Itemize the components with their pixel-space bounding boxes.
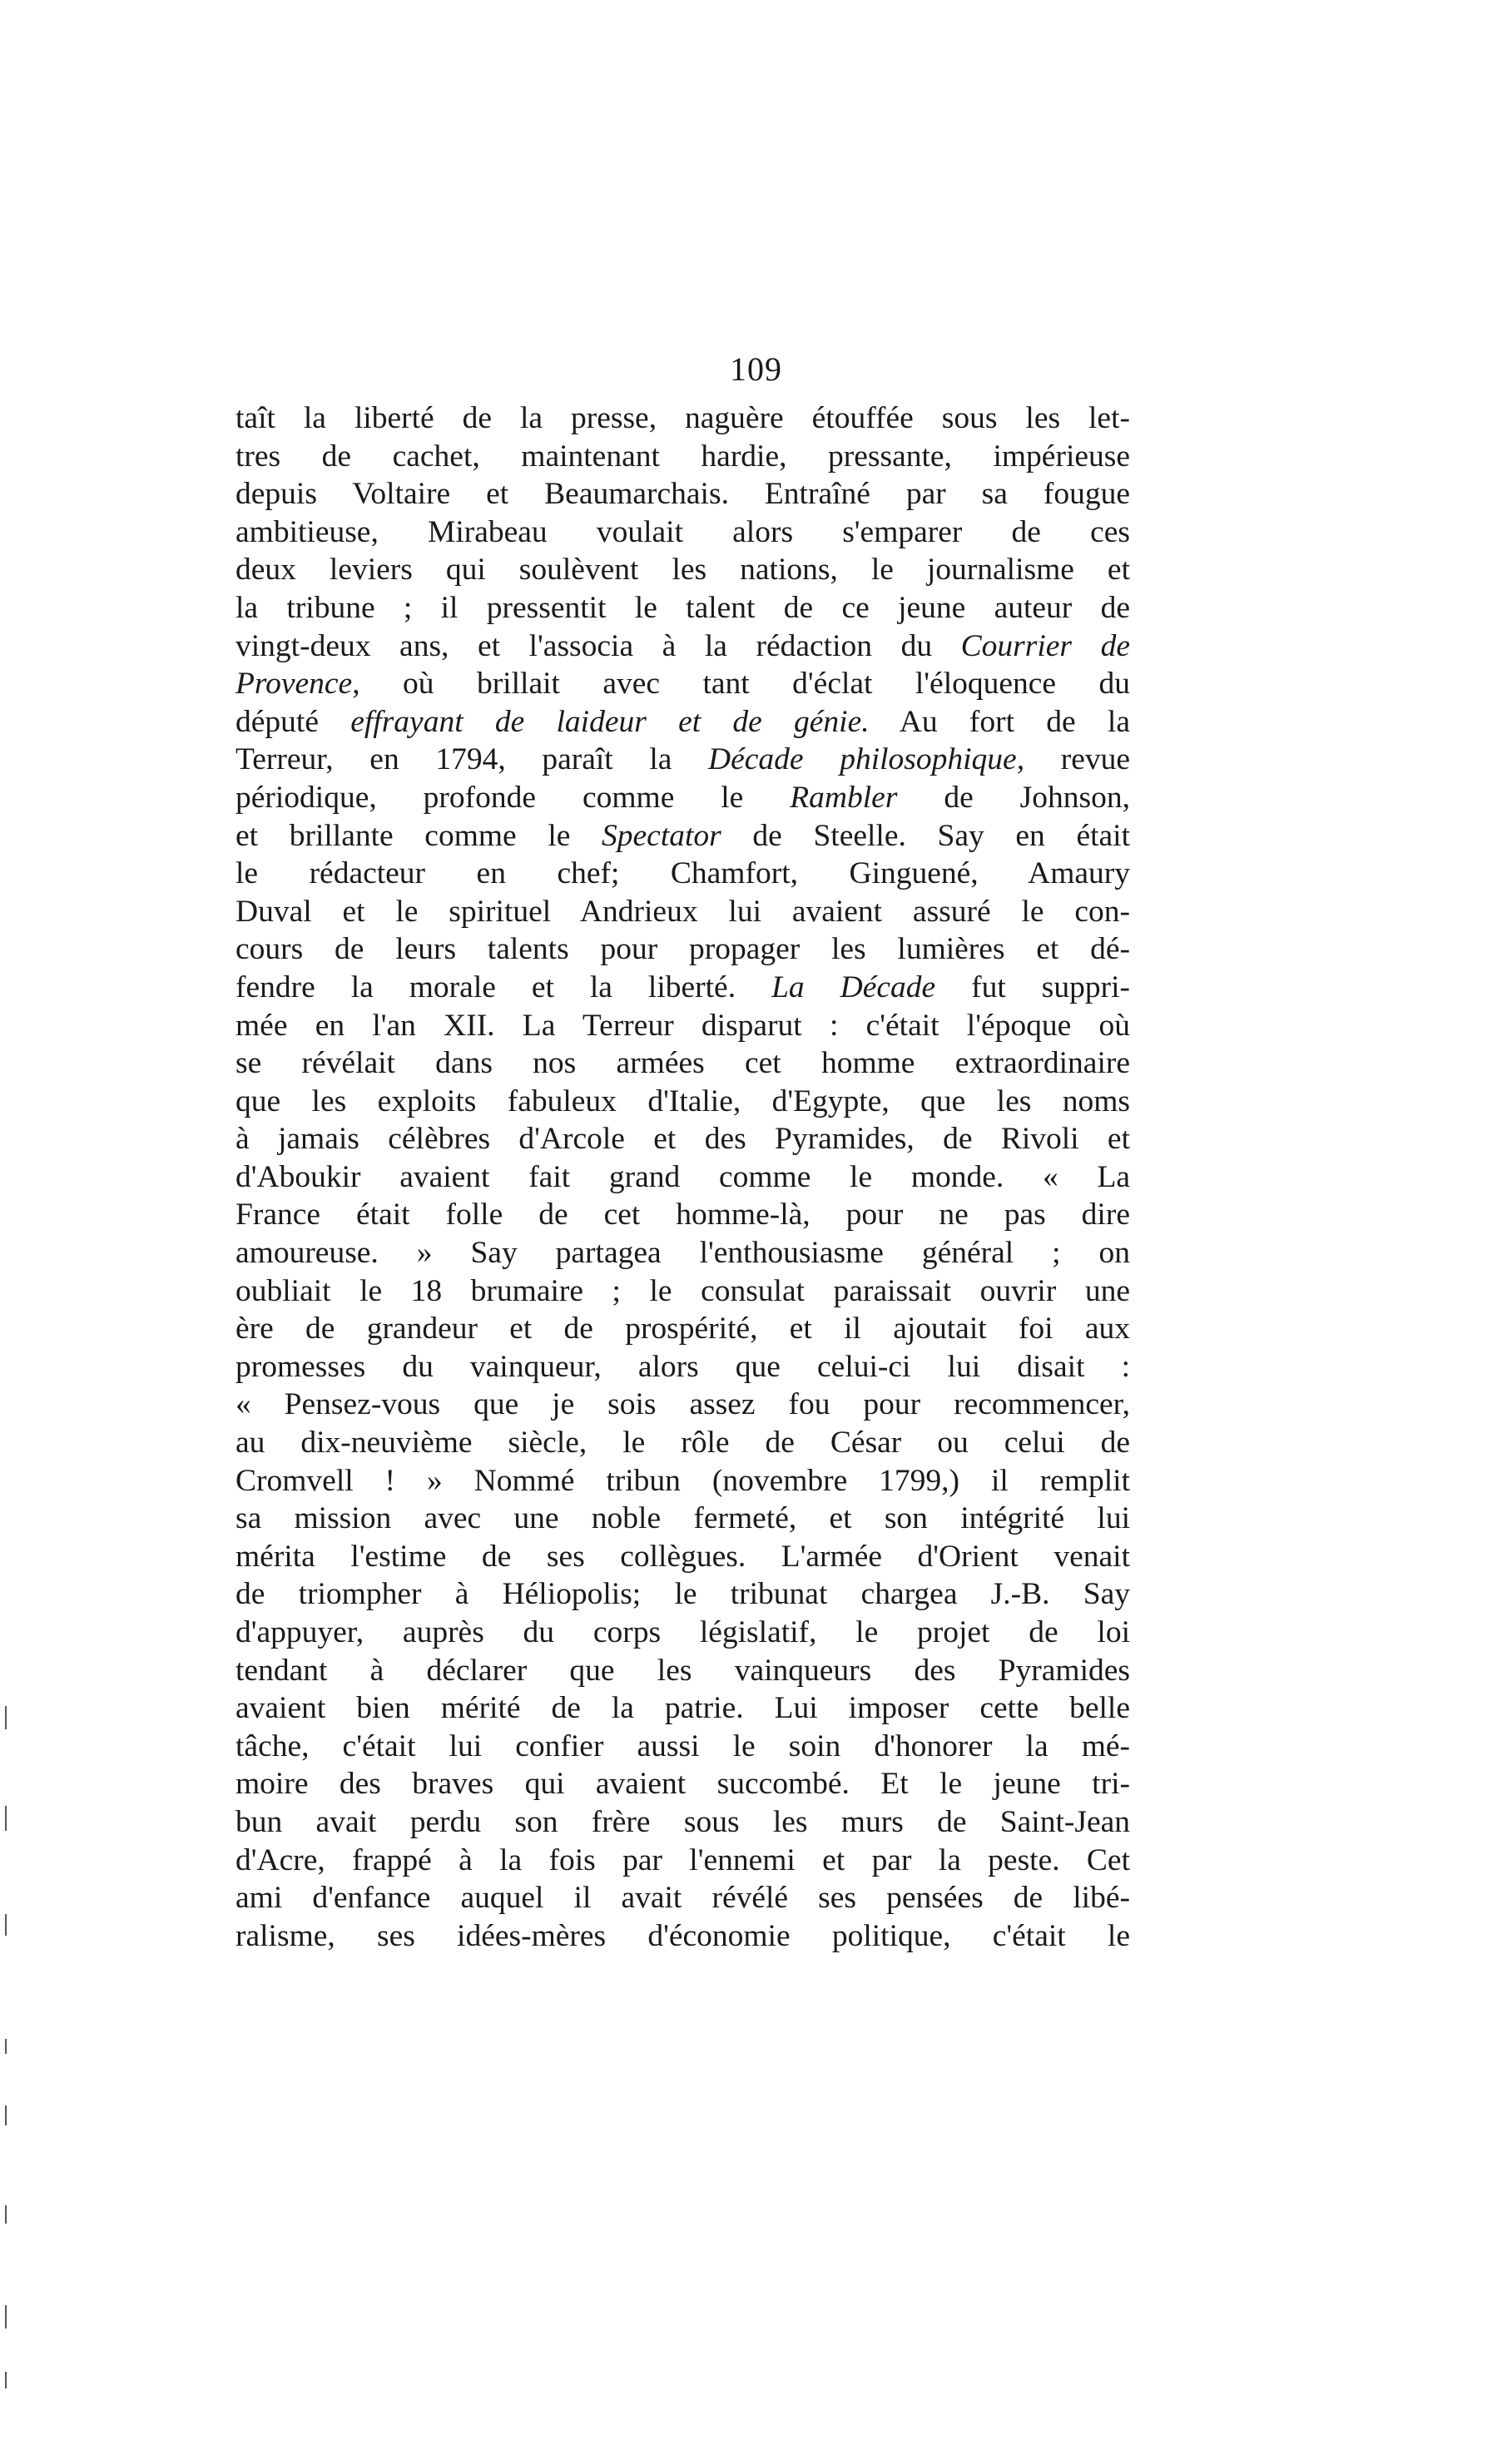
text-line [235, 589, 1130, 627]
text-line [235, 475, 1130, 513]
scan-mark [5, 2372, 7, 2388]
text-run: amoureuse. » Say partagea l'enthousiasme général ; on [235, 1236, 1130, 1271]
text-line [235, 779, 1130, 817]
text-run: Au fort de la [869, 704, 1130, 739]
text-line [235, 930, 1130, 969]
text-line [235, 627, 1130, 666]
text-line [235, 969, 1130, 1007]
italic-text: Rambler [790, 780, 898, 815]
text-run: revue [1024, 742, 1130, 777]
italic-text: Spectator [602, 818, 721, 853]
scan-mark [5, 1806, 7, 1831]
text-run: deux leviers qui soulèvent les nations, le journalisme et [235, 553, 1130, 588]
text-line [235, 1538, 1130, 1576]
text-run: , où brillait avec tant d'éclat l'éloquence du [352, 667, 1130, 702]
text-line [235, 1386, 1130, 1424]
scan-margin-marks [5, 1706, 10, 2422]
scan-mark [5, 1706, 7, 1729]
text-run: tâche, c'était lui confier aussi le soin d'honorer la mé- [235, 1728, 1130, 1763]
text-line [235, 1234, 1130, 1272]
text-run: à jamais célèbres d'Arcole et des Pyramides, de Rivoli et [235, 1122, 1130, 1157]
text-line [235, 1842, 1130, 1880]
text-run: mée en l'an XII. La Terreur disparut : c'était l'époque où [235, 1008, 1130, 1043]
text-line [235, 1158, 1130, 1197]
text-line [235, 1044, 1130, 1083]
text-run: d'Aboukir avaient fait grand comme le monde. « La [235, 1159, 1130, 1194]
text-run: tres de cachet, maintenant hardie, pressante, impérieuse [235, 439, 1130, 474]
text-run: bun avait perdu son frère sous les murs de Saint-Jean [235, 1804, 1130, 1839]
text-line [235, 1803, 1130, 1842]
text-line [235, 665, 1130, 703]
text-run: et brillante comme le [235, 818, 602, 853]
text-run: de triompher à Héliopolis; le tribunat chargea J.-B. Say [235, 1577, 1130, 1612]
text-line [235, 1728, 1130, 1766]
text-line [235, 1424, 1130, 1462]
text-line [235, 703, 1130, 741]
text-run: promesses du vainqueur, alors que celui-ci lui disait : [235, 1349, 1130, 1384]
text-run: Cromvell ! » Nommé tribun (novembre 1799,) il remplit [235, 1463, 1130, 1498]
text-line [235, 741, 1130, 779]
text-run: se révélait dans nos armées cet homme extraordinaire [235, 1046, 1130, 1081]
text-run: ralisme, ses idées-mères d'économie politique, c'était le [235, 1918, 1130, 1953]
scan-mark [5, 2205, 7, 2224]
text-line [235, 1689, 1130, 1728]
text-line [235, 817, 1130, 855]
text-run: ambitieuse, Mirabeau voulait alors s'emparer de ces [235, 514, 1130, 549]
text-line [235, 1575, 1130, 1614]
text-run: oubliait le 18 brumaire ; le consulat paraissait ouvrir une [235, 1273, 1130, 1308]
italic-text: Courrier de [960, 628, 1130, 663]
text-line [235, 551, 1130, 589]
text-line [235, 1196, 1130, 1234]
page-number: 109 [730, 350, 782, 388]
text-run: fut suppri- [935, 970, 1130, 1004]
italic-text: La Décade [771, 970, 936, 1004]
text-run: fendre la morale et la liberté. [235, 970, 772, 1004]
text-run: la tribune ; il pressentit le talent de ce jeune auteur de [235, 590, 1130, 625]
body-text [235, 399, 1130, 1955]
text-run: de Steelle. Say en était [721, 818, 1130, 853]
text-line [235, 1462, 1130, 1500]
text-run: que les exploits fabuleux d'Italie, d'Egypte, que les noms [235, 1084, 1130, 1118]
text-run: moire des braves qui avaient succombé. Et le jeune tri- [235, 1767, 1130, 1802]
text-run: périodique, profonde comme le [235, 780, 791, 815]
text-run: vingt-deux ans, et l'associa à la rédaction du [235, 628, 961, 663]
text-run: « Pensez-vous que je sois assez fou pour recommencer, [235, 1387, 1130, 1422]
text-run: mérita l'estime de ses collègues. L'armée d'Orient venait [235, 1539, 1130, 1574]
italic-text: Provence [235, 667, 353, 702]
text-run: de Johnson, [897, 780, 1130, 815]
scan-mark [5, 2039, 7, 2054]
text-run: Terreur, en 1794, paraît la [235, 742, 709, 777]
text-run: sa mission avec une noble fermeté, et son intégrité lui [235, 1501, 1130, 1536]
text-line [235, 1310, 1130, 1348]
text-run: d'appuyer, auprès du corps législatif, le projet de loi [235, 1615, 1130, 1649]
text-line [235, 1765, 1130, 1803]
text-run: Duval et le spirituel Andrieux lui avaient assuré le con- [235, 894, 1130, 929]
text-line [235, 1917, 1130, 1956]
text-line [235, 893, 1130, 931]
scan-mark [5, 1914, 7, 1936]
text-line [235, 1652, 1130, 1690]
italic-text: Décade philosophique, [708, 742, 1025, 777]
text-run: tendant à déclarer que les vainqueurs des Pyramides [235, 1653, 1130, 1688]
text-line [235, 1007, 1130, 1045]
text-run: depuis Voltaire et Beaumarchais. Entraîné par sa fougue [235, 477, 1130, 512]
italic-text: effrayant de laideur et de génie. [350, 704, 870, 739]
text-run: ère de grandeur et de prospérité, et il ajoutait foi aux [235, 1312, 1130, 1346]
text-run: le rédacteur en chef; Chamfort, Ginguené, Amaury [235, 856, 1130, 891]
text-line [235, 1120, 1130, 1158]
text-line [235, 855, 1130, 893]
text-line [235, 399, 1130, 438]
text-run: député [235, 704, 351, 739]
text-line [235, 513, 1130, 552]
text-line [235, 1500, 1130, 1538]
text-run: France était folle de cet homme-là, pour ne pas dire [235, 1198, 1130, 1232]
text-run: au dix-neuvième siècle, le rôle de César ou celui de [235, 1426, 1130, 1461]
text-line [235, 1272, 1130, 1311]
scan-mark [5, 2105, 7, 2125]
text-run: avaient bien mérité de la patrie. Lui imposer cette belle [235, 1691, 1130, 1726]
text-line [235, 1879, 1130, 1917]
text-run: cours de leurs talents pour propager les lumières et dé- [235, 932, 1130, 967]
text-run: d'Acre, frappé à la fois par l'ennemi et par la peste. Cet [235, 1842, 1130, 1877]
text-run: taît la liberté de la presse, naguère étouffée sous les let- [235, 401, 1130, 435]
text-run: ami d'enfance auquel il avait révélé ses pensées de libé- [235, 1881, 1130, 1916]
scan-mark [5, 2305, 7, 2328]
text-line [235, 1614, 1130, 1652]
text-line [235, 1083, 1130, 1121]
text-line [235, 1348, 1130, 1386]
text-line [235, 438, 1130, 476]
